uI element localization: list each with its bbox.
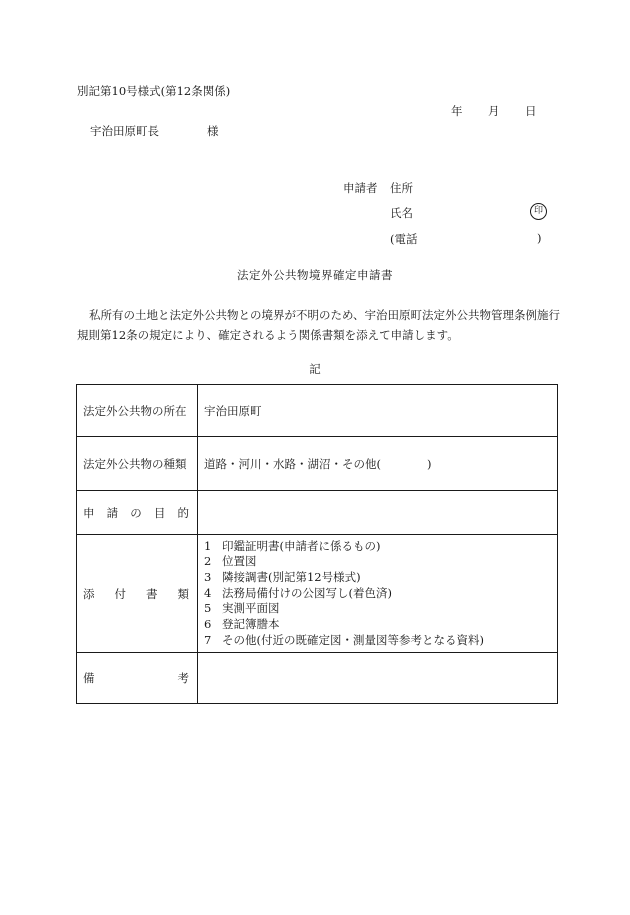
table-row-attachments xyxy=(77,535,558,653)
item-text: 実測平面図 xyxy=(222,601,280,616)
item-number: 4 xyxy=(204,585,212,600)
tel-label: (電話 xyxy=(390,232,418,246)
address-label: 住所 xyxy=(390,181,413,195)
item-number: 6 xyxy=(204,617,212,632)
remarks-char: 考 xyxy=(177,671,189,685)
list-item xyxy=(204,601,551,617)
date-day: 日 xyxy=(525,104,537,118)
form-number: 別記第10号様式(第12条関係) xyxy=(77,84,231,98)
item-text: 法務局備付けの公図写し(着色済) xyxy=(222,585,392,600)
purpose-char: 申 xyxy=(83,505,95,520)
attachments-char: 付 xyxy=(114,586,126,601)
attachments-label xyxy=(77,535,198,653)
item-number: 5 xyxy=(204,601,212,616)
list-item xyxy=(204,570,551,586)
table-row-type xyxy=(77,437,558,491)
purpose-label xyxy=(77,491,198,535)
purpose-char: の xyxy=(130,505,142,520)
purpose-char: 目 xyxy=(153,505,166,520)
remarks-label xyxy=(77,653,198,704)
name-label: 氏名 xyxy=(390,206,413,220)
table-row-purpose xyxy=(77,491,558,535)
item-number: 1 xyxy=(204,538,212,553)
remarks-char: 備 xyxy=(83,671,95,685)
addressee xyxy=(90,123,219,139)
type-value: 道路・河川・水路・湖沼・その他( ) xyxy=(198,437,558,491)
list-item xyxy=(204,633,551,649)
item-number: 3 xyxy=(204,569,212,584)
location-value: 宇治田原町 xyxy=(198,385,558,437)
purpose-char: 的 xyxy=(177,505,189,520)
addressee-honorific: 様 xyxy=(207,124,219,138)
item-text: 登記簿謄本 xyxy=(222,617,280,632)
item-text: 位置図 xyxy=(222,554,257,569)
ki-heading: 記 xyxy=(309,362,321,376)
date-year: 年 xyxy=(451,104,463,118)
list-item xyxy=(204,617,551,633)
location-label: 法定外公共物の所在 xyxy=(77,385,198,437)
item-number: 2 xyxy=(204,554,212,569)
purpose-value xyxy=(198,491,558,535)
body-paragraph: 私所有の土地と法定外公共物との境界が不明のため、宇治田原町法定外公共物管理条例施行規則第12条の規定により、確定されるよう関係書類を添えて申請します。 xyxy=(77,308,561,342)
tel-close-paren: ) xyxy=(537,231,542,245)
table-row-location xyxy=(77,385,558,437)
item-text: 隣接調書(別記第12号様式) xyxy=(222,569,361,584)
attachments-value xyxy=(198,535,558,653)
list-item xyxy=(204,554,551,570)
type-label: 法定外公共物の種類 xyxy=(77,437,198,491)
applicant-label: 申請者 xyxy=(343,181,378,195)
purpose-char: 請 xyxy=(106,505,119,520)
list-item xyxy=(204,539,551,555)
document-title: 法定外公共物境界確定申請書 xyxy=(237,268,393,282)
application-table xyxy=(76,384,558,704)
attachments-char: 書 xyxy=(146,586,158,601)
list-item xyxy=(204,586,551,602)
attachments-list xyxy=(204,539,551,649)
addressee-name: 宇治田原町長 xyxy=(90,124,159,138)
item-text: 印鑑証明書(申請者に係るもの) xyxy=(222,538,381,553)
attachments-char: 添 xyxy=(83,586,95,601)
seal-mark: 印 xyxy=(530,203,547,220)
attachments-char: 類 xyxy=(177,586,189,601)
item-text: その他(付近の既確定図・測量図等参考となる資料) xyxy=(222,632,484,647)
remarks-value xyxy=(198,653,558,704)
item-number: 7 xyxy=(204,632,212,647)
date-month: 月 xyxy=(488,104,500,118)
table-row-remarks xyxy=(77,653,558,704)
date-line xyxy=(451,103,537,119)
